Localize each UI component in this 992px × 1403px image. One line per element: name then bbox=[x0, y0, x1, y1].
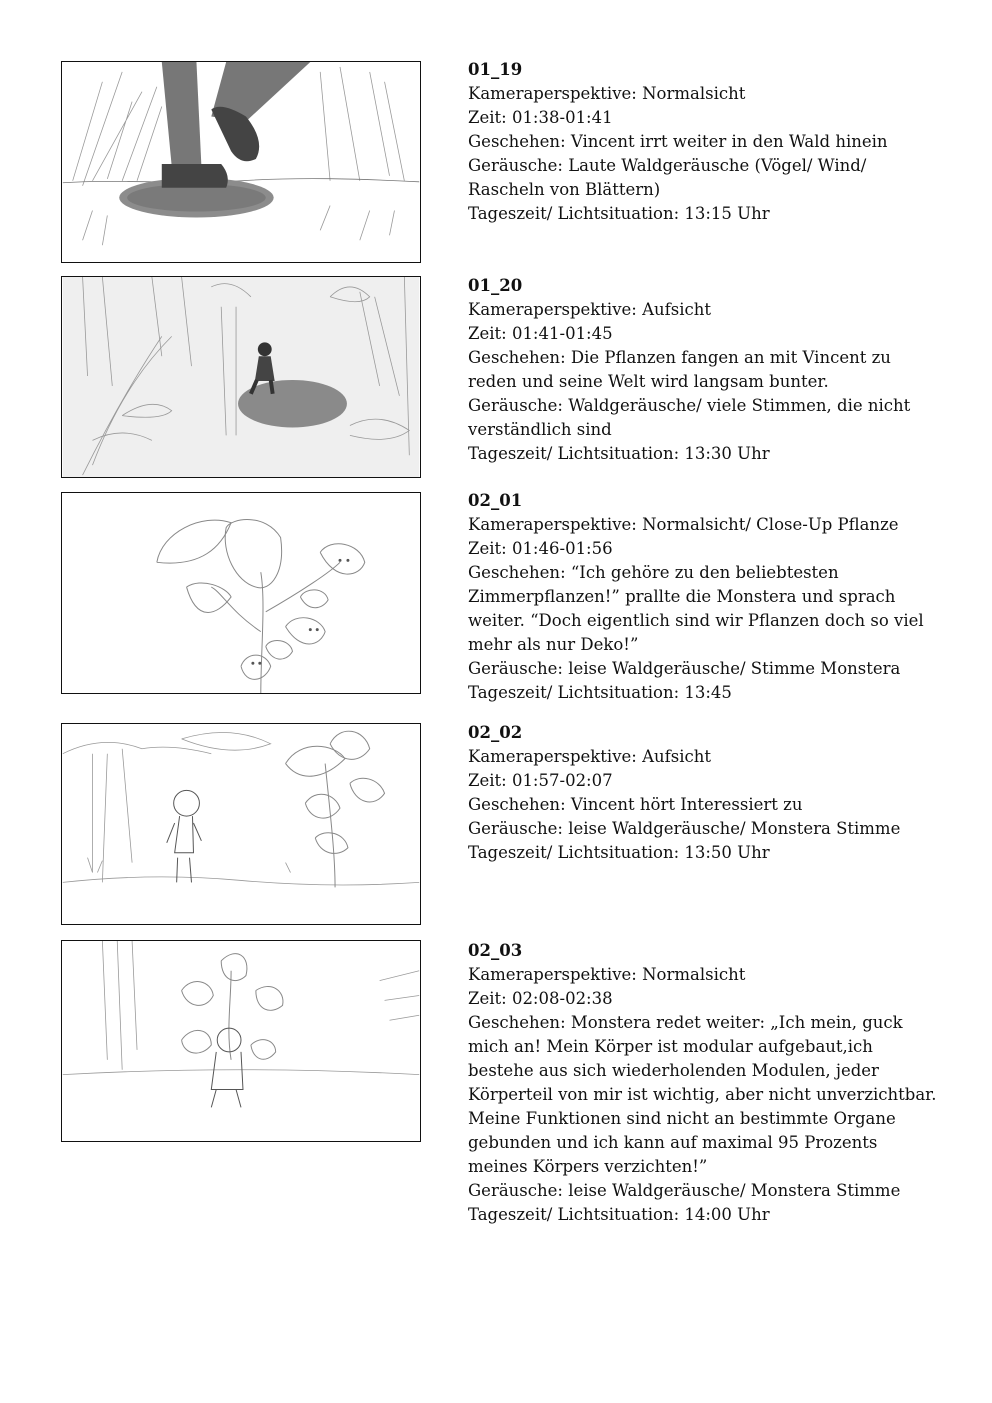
shot-action: Geschehen: “Ich gehöre zu den beliebtesten Zimmerpflanzen!” prallte die Monstera und sprach weiter. “Doch eigentlich sind wir Pflanzen doch so viel mehr als nur Deko!” bbox=[468, 563, 924, 654]
storyboard-frame-01-20 bbox=[61, 276, 421, 478]
shot-sound: Geräusche: leise Waldgeräusche/ Stimme Monstera bbox=[468, 659, 901, 678]
shot-number: 02_01 bbox=[468, 491, 523, 510]
shot-camera: Kameraperspektive: Normalsicht bbox=[468, 84, 746, 103]
shot-daytime: Tageszeit/ Lichtsituation: 14:00 Uhr bbox=[468, 1205, 770, 1224]
shot-time: Zeit: 01:38-01:41 bbox=[468, 108, 613, 127]
shot-sound: Geräusche: leise Waldgeräusche/ Monstera Stimme bbox=[468, 819, 901, 838]
shot-action: Geschehen: Vincent hört Interessiert zu bbox=[468, 795, 803, 814]
sketch-feet-walking bbox=[62, 62, 420, 262]
storyboard-frame-02-01 bbox=[61, 492, 421, 694]
shot-number: 01_20 bbox=[468, 276, 523, 295]
shot-camera: Kameraperspektive: Aufsicht bbox=[468, 300, 711, 319]
shot-camera: Kameraperspektive: Aufsicht bbox=[468, 747, 711, 766]
shot-daytime: Tageszeit/ Lichtsituation: 13:30 Uhr bbox=[468, 444, 770, 463]
shot-time: Zeit: 02:08-02:38 bbox=[468, 989, 613, 1008]
sketch-monstera-closeup bbox=[62, 493, 420, 693]
shot-01-20 bbox=[468, 274, 938, 466]
shot-sound: Geräusche: Laute Waldgeräusche (Vögel/ Wind/ Rascheln von Blättern) bbox=[468, 156, 867, 199]
sketch-vincent-monstera bbox=[62, 724, 420, 924]
storyboard-frame-01-19 bbox=[61, 61, 421, 263]
storyboard-frame-02-02 bbox=[61, 723, 421, 925]
shot-daytime: Tageszeit/ Lichtsituation: 13:45 bbox=[468, 683, 732, 702]
shot-action: Geschehen: Monstera redet weiter: „Ich mein, guck mich an! Mein Körper ist modular aufgebaut,ich bestehe aus sich wiederholenden Modulen, jeder Körperteil von mir ist wichtig, aber nicht unverzichtbar. Meine Funktionen sind nicht an bestimmte Organe gebunden und ich kann auf maximal 95 Prozents meines Körpers verzichten!” bbox=[468, 1013, 937, 1176]
shot-sound: Geräusche: Waldgeräusche/ viele Stimmen, die nicht verständlich sind bbox=[468, 396, 911, 439]
sketch-monstera-behind-vincent bbox=[62, 941, 420, 1141]
shot-time: Zeit: 01:57-02:07 bbox=[468, 771, 613, 790]
shot-number: 02_03 bbox=[468, 941, 523, 960]
shot-02-03 bbox=[468, 939, 938, 1227]
sketch-forest-aufsicht bbox=[62, 277, 420, 477]
shot-01-19 bbox=[468, 58, 938, 226]
shot-time: Zeit: 01:46-01:56 bbox=[468, 539, 613, 558]
shot-action: Geschehen: Vincent irrt weiter in den Wald hinein bbox=[468, 132, 888, 151]
shot-camera: Kameraperspektive: Normalsicht bbox=[468, 965, 746, 984]
shot-action: Geschehen: Die Pflanzen fangen an mit Vincent zu reden und seine Welt wird langsam bunter. bbox=[468, 348, 891, 391]
shot-number: 02_02 bbox=[468, 723, 523, 742]
shot-time: Zeit: 01:41-01:45 bbox=[468, 324, 613, 343]
shot-02-02 bbox=[468, 721, 938, 865]
shot-daytime: Tageszeit/ Lichtsituation: 13:15 Uhr bbox=[468, 204, 770, 223]
shot-daytime: Tageszeit/ Lichtsituation: 13:50 Uhr bbox=[468, 843, 770, 862]
shot-sound: Geräusche: leise Waldgeräusche/ Monstera Stimme bbox=[468, 1181, 901, 1200]
shot-camera: Kameraperspektive: Normalsicht/ Close-Up Pflanze bbox=[468, 515, 899, 534]
shot-02-01 bbox=[468, 489, 938, 705]
shot-number: 01_19 bbox=[468, 60, 523, 79]
storyboard-frame-02-03 bbox=[61, 940, 421, 1142]
